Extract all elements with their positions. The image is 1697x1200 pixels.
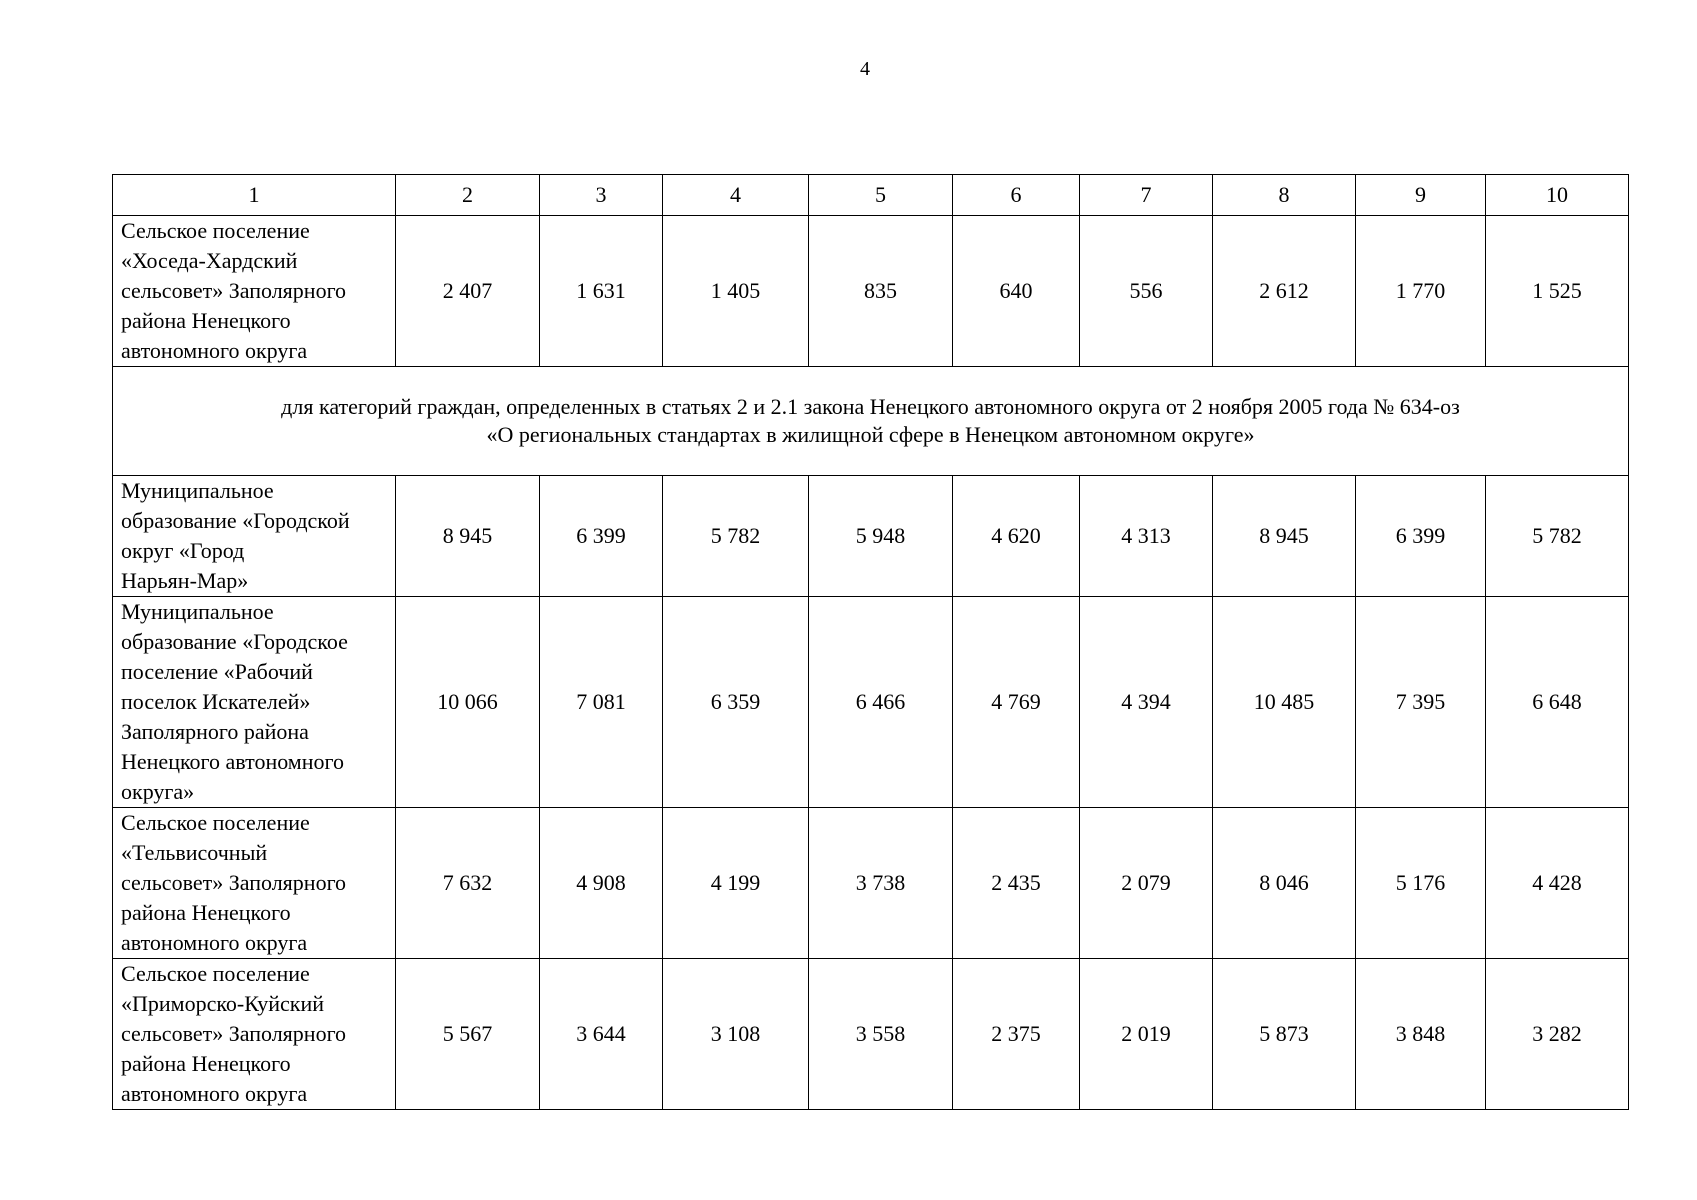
value-cell: 2 019 (1080, 959, 1213, 1110)
value-cell: 5 176 (1356, 808, 1486, 959)
value-cell: 1 525 (1486, 216, 1629, 367)
value-cell: 5 782 (663, 476, 809, 597)
municipality-name-line: Заполярного района (121, 719, 309, 744)
municipality-name-line: сельсовет» Заполярного (121, 278, 347, 303)
municipality-name-line: автономного округа (121, 338, 308, 363)
value-cell: 2 375 (953, 959, 1080, 1110)
municipality-name-line: автономного округа (121, 1081, 308, 1106)
table-row (113, 808, 1629, 959)
municipality-name-line: сельсовет» Заполярного (121, 870, 347, 895)
value-cell: 6 648 (1486, 597, 1629, 808)
column-number: 9 (1356, 175, 1486, 216)
municipality-name (113, 808, 396, 959)
municipality-name-line: района Ненецкого (121, 900, 291, 925)
table-row (113, 216, 1629, 367)
page-number: 4 (860, 58, 870, 80)
value-cell: 3 644 (540, 959, 663, 1110)
value-cell: 6 399 (1356, 476, 1486, 597)
municipality-name-line: Сельское поселение (121, 810, 310, 835)
municipality-name-line: Ненецкого автономного (121, 749, 344, 774)
column-number: 4 (663, 175, 809, 216)
value-cell: 1 405 (663, 216, 809, 367)
value-cell: 4 313 (1080, 476, 1213, 597)
value-cell: 6 359 (663, 597, 809, 808)
municipality-name-line: района Ненецкого (121, 1051, 291, 1076)
section-heading-line: «О региональных стандартах в жилищной сфере в Ненецком автономном округе» (486, 422, 1255, 447)
column-number: 1 (113, 175, 396, 216)
value-cell: 10 066 (396, 597, 540, 808)
column-number: 8 (1213, 175, 1356, 216)
municipality-name-line: Сельское поселение (121, 961, 310, 986)
municipality-name-line: поселение «Рабочий (121, 659, 313, 684)
table-row (113, 476, 1629, 597)
value-cell: 5 782 (1486, 476, 1629, 597)
value-cell: 8 046 (1213, 808, 1356, 959)
value-cell: 4 908 (540, 808, 663, 959)
value-cell: 2 079 (1080, 808, 1213, 959)
table-row (113, 959, 1629, 1110)
column-number: 6 (953, 175, 1080, 216)
value-cell: 2 435 (953, 808, 1080, 959)
municipality-name-line: сельсовет» Заполярного (121, 1021, 347, 1046)
value-cell: 7 632 (396, 808, 540, 959)
column-number: 3 (540, 175, 663, 216)
municipality-name (113, 216, 396, 367)
municipality-name-line: Сельское поселение (121, 218, 310, 243)
municipality-name-line: «Хоседа-Хардский (121, 248, 298, 273)
municipality-name-line: образование «Городской (121, 508, 350, 533)
value-cell: 3 848 (1356, 959, 1486, 1110)
municipality-name (113, 959, 396, 1110)
municipality-name-line: образование «Городское (121, 629, 348, 654)
housing-standards-table (112, 174, 1629, 1110)
value-cell: 2 407 (396, 216, 540, 367)
value-cell: 3 108 (663, 959, 809, 1110)
value-cell: 3 738 (809, 808, 953, 959)
municipality-name-line: округ «Город (121, 538, 245, 563)
municipality-name-line: «Приморско-Куйский (121, 991, 325, 1016)
table-body (113, 175, 1629, 1110)
value-cell: 10 485 (1213, 597, 1356, 808)
value-cell: 5 948 (809, 476, 953, 597)
column-number-row (113, 175, 1629, 216)
value-cell: 835 (809, 216, 953, 367)
value-cell: 8 945 (1213, 476, 1356, 597)
value-cell: 4 428 (1486, 808, 1629, 959)
municipality-name (113, 476, 396, 597)
value-cell: 4 769 (953, 597, 1080, 808)
municipality-name-line: Нарьян-Мар» (121, 568, 249, 593)
value-cell: 4 394 (1080, 597, 1213, 808)
value-cell: 8 945 (396, 476, 540, 597)
value-cell: 5 873 (1213, 959, 1356, 1110)
value-cell: 7 395 (1356, 597, 1486, 808)
section-heading-line: для категорий граждан, определенных в статьях 2 и 2.1 закона Ненецкого автономного округа от 2 ноября 2005 года № 634-оз (281, 394, 1460, 419)
section-heading (113, 367, 1629, 476)
value-cell: 2 612 (1213, 216, 1356, 367)
municipality-name-line: Муниципальное (121, 478, 274, 503)
value-cell: 3 282 (1486, 959, 1629, 1110)
municipality-name-line: района Ненецкого (121, 308, 291, 333)
column-number: 2 (396, 175, 540, 216)
municipality-name-line: Муниципальное (121, 599, 274, 624)
table-row (113, 597, 1629, 808)
column-number: 10 (1486, 175, 1629, 216)
value-cell: 4 199 (663, 808, 809, 959)
value-cell: 3 558 (809, 959, 953, 1110)
section-row (113, 367, 1629, 476)
municipality-name-line: автономного округа (121, 930, 308, 955)
value-cell: 556 (1080, 216, 1213, 367)
value-cell: 5 567 (396, 959, 540, 1110)
value-cell: 6 466 (809, 597, 953, 808)
column-number: 5 (809, 175, 953, 216)
municipality-name (113, 597, 396, 808)
municipality-name-line: поселок Искателей» (121, 689, 311, 714)
value-cell: 6 399 (540, 476, 663, 597)
value-cell: 1 770 (1356, 216, 1486, 367)
municipality-name-line: «Тельвисочный (121, 840, 268, 865)
municipality-name-line: округа» (121, 779, 195, 804)
value-cell: 7 081 (540, 597, 663, 808)
value-cell: 640 (953, 216, 1080, 367)
column-number: 7 (1080, 175, 1213, 216)
value-cell: 1 631 (540, 216, 663, 367)
value-cell: 4 620 (953, 476, 1080, 597)
